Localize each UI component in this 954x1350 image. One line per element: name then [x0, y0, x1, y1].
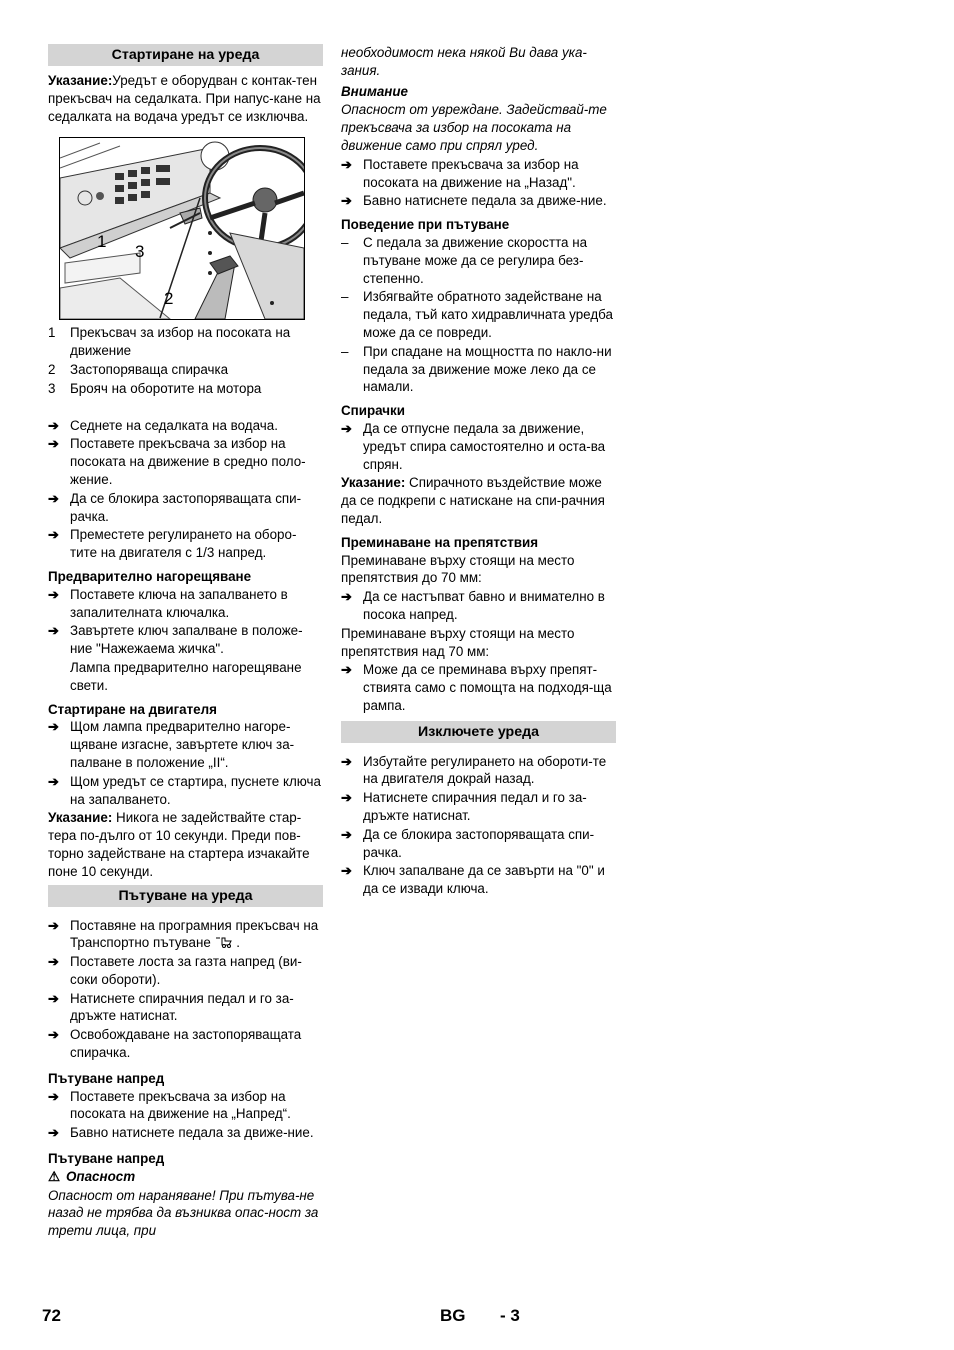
arrow-icon: ➔: [48, 773, 59, 789]
caution-text: Опасност от увреждане. Задействай-те прекъсвача за избор на посоката на движение само при спрял уред.: [341, 102, 607, 153]
right-column: [341, 44, 616, 899]
step-item: ➔ Натиснете спирачния педал и го за-дръжте натиснат.: [48, 990, 294, 1024]
arrow-icon: ➔: [341, 863, 352, 879]
arrow-icon: ➔: [48, 436, 59, 452]
step-item: ➔ Щом уредът се стартира, пуснете ключа на запалването.: [48, 773, 321, 807]
arrow-icon: ➔: [48, 719, 59, 735]
arrow-icon: ➔: [48, 417, 59, 433]
subheading-preheat: Предварително нагорещяване: [48, 568, 252, 584]
note-start: Указание:Уредът е оборудван с контак-тен прекъсвач на седалката. При напус-кане на седалката на водача уредът се изключва.: [48, 73, 321, 124]
left-column: [48, 44, 323, 1241]
legend-item: 2 Застопоряваща спирачка: [48, 361, 229, 377]
arrow-icon: ➔: [48, 527, 59, 543]
arrow-icon: ➔: [341, 193, 352, 209]
step-item: ➔ Ключ запалване да се завърти на "0" и да се извади ключа.: [341, 863, 605, 897]
subheading-reverse: Пътуване напред: [48, 1151, 165, 1167]
danger-text-continued: необходимост нека някой Ви дава ука-зания.: [341, 45, 587, 78]
arrow-icon: ➔: [48, 1088, 59, 1104]
arrow-icon: ➔: [341, 826, 352, 842]
step-item: ➔ Поставете ключа на запалването в запалителната ключалка.: [48, 586, 288, 620]
step-item: ➔ Бавно натиснете педала за движе-ние.: [341, 193, 607, 209]
dashboard-illustration: [60, 138, 304, 319]
dash-bullet: –: [341, 289, 349, 305]
arrow-icon: ➔: [341, 753, 352, 769]
step-item: ➔ Да се отпусне педала за движение, уредът спира самостоятелно и оста-ва спрян.: [341, 420, 606, 472]
step-item: ➔ Да се блокира застопоряващата спи-рачка.: [341, 826, 595, 860]
step-item: ➔ Бавно натиснете педала за движе-ние.: [48, 1125, 314, 1141]
step-item: ➔ Избутайте регулирането на оборoти-те на двигателя докрай назад.: [341, 753, 607, 787]
arrow-icon: ➔: [48, 586, 59, 602]
sub-page: - 3: [500, 1306, 520, 1325]
arrow-icon: ➔: [341, 589, 352, 605]
step-item: ➔ Преместете регулирането на оборо-тите на двигателя с 1/3 напред.: [48, 527, 297, 561]
subheading-engine-start: Стартиране на двигателя: [48, 701, 217, 717]
legend-item: 1 Прекъсвач за избор на посоката на движение: [48, 325, 291, 359]
step-item: ➔ Завъртете ключ запалване в положе-ние "Нажежаема жичка".: [48, 623, 303, 657]
danger-label: ⚠ Опасност: [48, 1168, 136, 1184]
arrow-icon: ➔: [48, 1125, 59, 1141]
step-item: ➔ Поставете прекъсвача за избор на посоката на движение на „Назад".: [341, 156, 579, 190]
arrow-icon: ➔: [48, 623, 59, 639]
page-number: 72: [42, 1306, 61, 1325]
step-result: Лампа предварително нагорещяване свети.: [70, 659, 302, 693]
callout-2: 2: [164, 289, 174, 309]
subheading-forward: Пътуване напред: [48, 1070, 165, 1086]
step-item: ➔ Щом лампа предварително нагоре-щяване изгасне, завъртете ключ за-палване в положение „II“.: [48, 719, 295, 770]
legend-item: 3 Брояч на оборотите на мотора: [48, 380, 262, 396]
danger-text: Опасност от нараняване! При пътува-не назад не трябва да възниква опас-ност за трети лица, при: [48, 1187, 319, 1239]
step-item: ➔ Седнете на седалката на водача.: [48, 417, 278, 433]
step-item: ➔ Поставете прекъсвача за избор на посоката на движение на „Напред“.: [48, 1088, 291, 1122]
section-header-shutdown: Изключете уреда: [341, 721, 616, 743]
section-header-driving: Пътуване на уреда: [48, 885, 323, 907]
dash-bullet: –: [341, 234, 349, 250]
obstacle-text-2: Преминаване върху стоящи на место препятствия над 70 мм:: [341, 625, 575, 659]
list-item: – Избягвайте обратното задействане на педала, тъй като хидравличната уредба може да се повреди.: [341, 289, 613, 340]
transport-mode-icon: [215, 936, 233, 948]
arrow-icon: ➔: [341, 156, 352, 172]
note-starter: Указание: Никога не задействайте стар-тера по-дълго от 10 секунди. Преди пов-торно задействане на стартера изчакайте поне 10 секунди.: [48, 810, 310, 879]
start-steps: [48, 417, 323, 562]
note-brakes: Указание: Спирачното въздействие може да се подкрепи с натискане на спи-рачния педал.: [341, 475, 605, 526]
obstacle-text-1: Преминаване върху стоящи на место препятствия до 70 мм:: [341, 552, 575, 586]
arrow-icon: ➔: [48, 490, 59, 506]
language-code: BG: [440, 1306, 466, 1325]
arrow-icon: ➔: [48, 990, 59, 1006]
step-item: ➔ Натиснете спирачния педал и го за-дръжте натиснат.: [341, 790, 587, 824]
arrow-icon: ➔: [341, 662, 352, 678]
arrow-icon: ➔: [48, 917, 59, 933]
step-item: ➔ Поставяне на програмния прекъсвач на Транспортно пътуване .: [48, 917, 319, 951]
dashboard-figure: [59, 137, 305, 320]
step-item: ➔ Да се настъпват бавно и внимателно в посока напред.: [341, 589, 605, 622]
list-item: – С педала за движение скоростта на пътуване може да се регулира без-степенно.: [341, 234, 588, 286]
dash-bullet: –: [341, 343, 349, 359]
arrow-icon: ➔: [341, 420, 352, 436]
caution-label: Внимание: [341, 83, 409, 99]
subheading-obstacles: Преминаване на препятствия: [341, 534, 539, 550]
arrow-icon: ➔: [341, 790, 352, 806]
warning-icon: ⚠: [48, 1168, 61, 1184]
step-item: ➔ Поставете лоста за газта напред (ви-соки обороти).: [48, 954, 302, 987]
step-item: ➔ Поставете прекъсвача за избор на посоката на движение в средно поло-жение.: [48, 436, 306, 487]
callout-1: 1: [97, 232, 107, 252]
step-item: ➔ Освобождаване на застопоряващата спирачка.: [48, 1027, 302, 1061]
subheading-driving-behavior: Поведение при пътуване: [341, 217, 510, 233]
list-item: – При спадане на мощността по накло-ни педала за движение може леко да се намали.: [341, 343, 612, 395]
callout-3: 3: [135, 242, 145, 262]
figure-legend: [48, 324, 323, 397]
step-item: ➔ Да се блокира застопоряващата спи-рачка.: [48, 490, 302, 524]
step-item: ➔ Може да се преминава върху препят-ствията само с помощта на подходя-ща рампа.: [341, 662, 612, 713]
section-header-start: Стартиране на уреда: [48, 44, 323, 66]
subheading-brakes: Спирачки: [341, 403, 405, 419]
arrow-icon: ➔: [48, 954, 59, 970]
arrow-icon: ➔: [48, 1027, 59, 1043]
